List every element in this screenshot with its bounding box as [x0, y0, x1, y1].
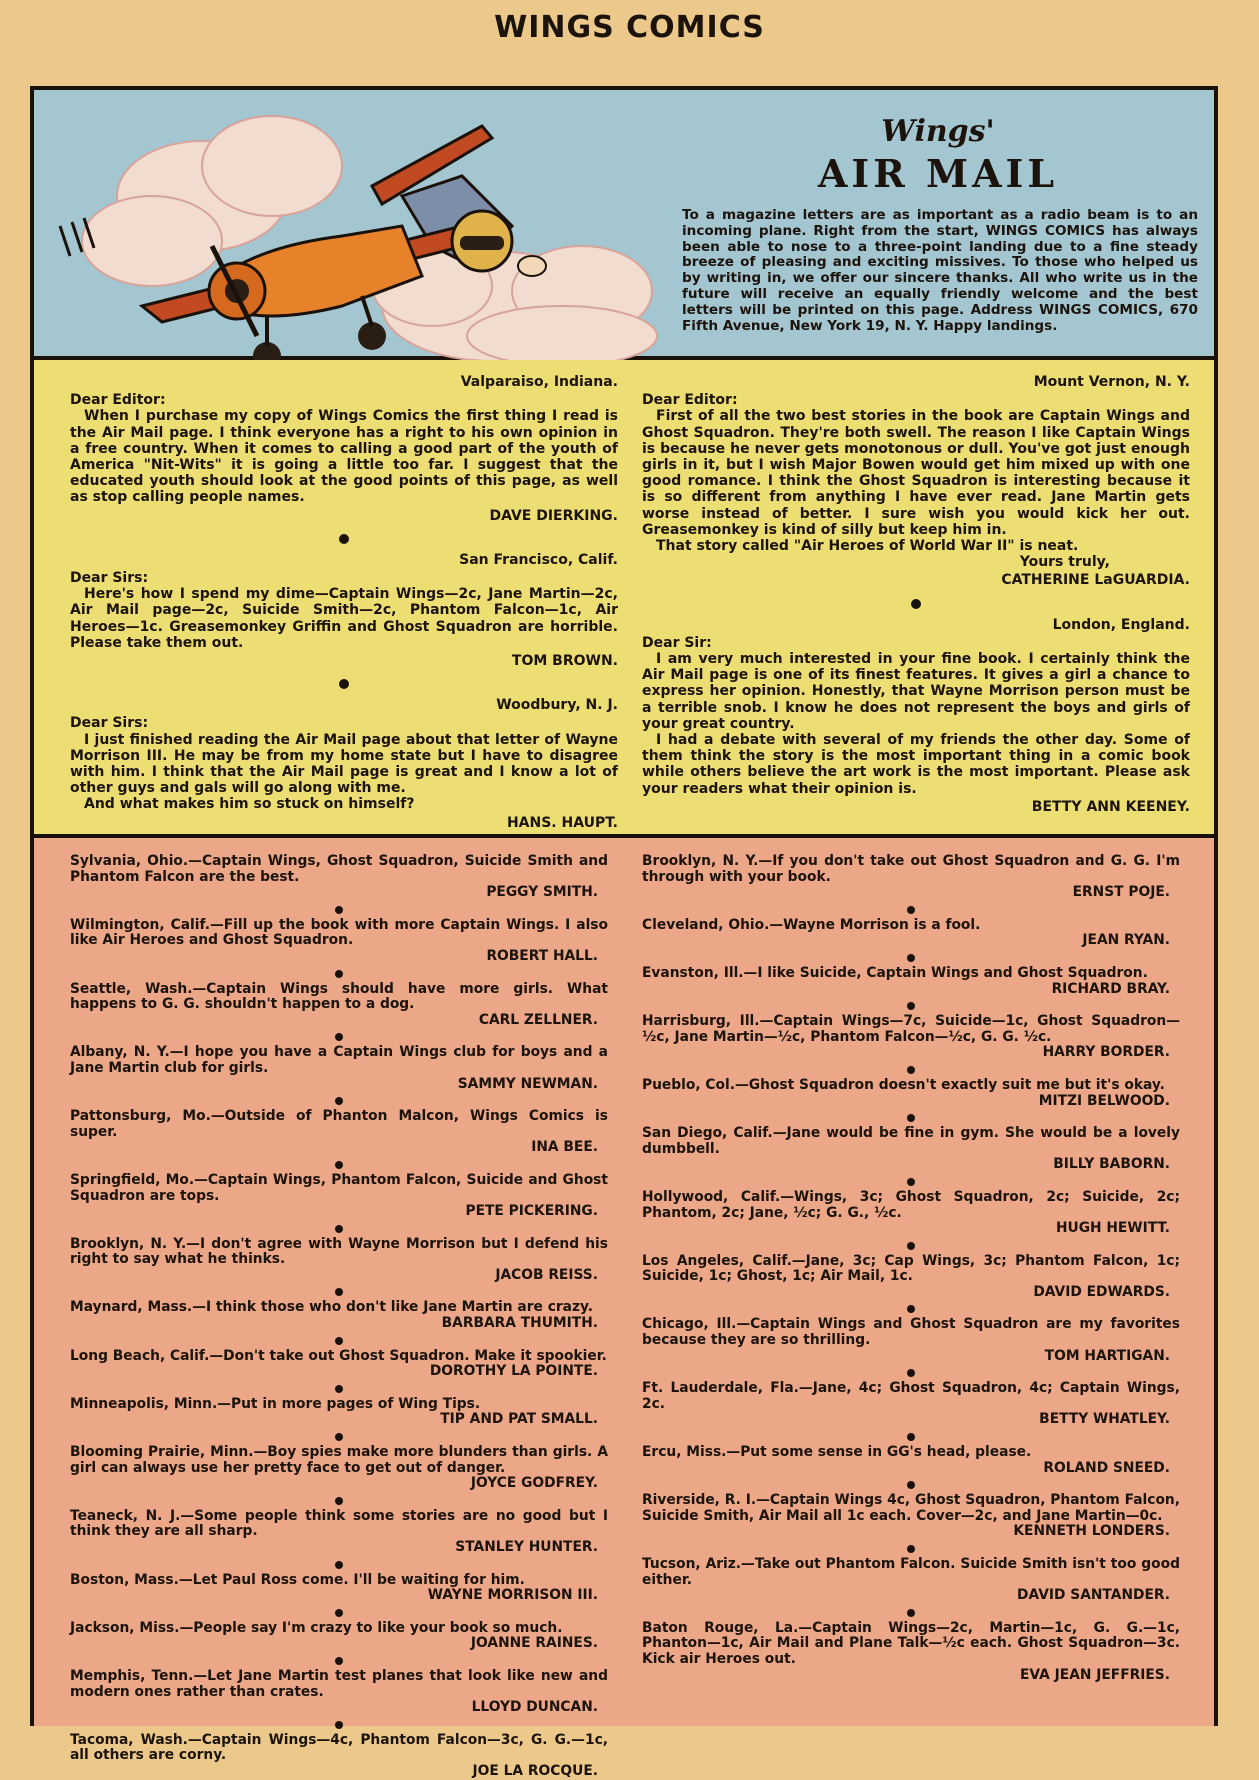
separator-dot: [335, 1433, 343, 1441]
note-signature: HARRY BORDER.: [1042, 1044, 1170, 1061]
letter-signature: TOM BROWN.: [511, 653, 618, 670]
letter-salutation: Dear Sirs:: [70, 715, 149, 732]
separator-dot: [907, 954, 915, 962]
note-signature: MITZI BELWOOD.: [1038, 1092, 1170, 1109]
letter-closing: Yours truly,: [1019, 554, 1110, 571]
separator-dot: [335, 906, 343, 914]
letter-signature: CATHERINE LaGUARDIA.: [1001, 572, 1190, 589]
page-frame: [30, 86, 1218, 1779]
separator-dot: [911, 599, 921, 609]
note-text: Minneapolis, Minn.—Put in more pages of Wing Tips.: [70, 1395, 481, 1412]
letters-left-column: [70, 374, 618, 831]
note-signature: BARBARA THUMITH.: [441, 1315, 598, 1332]
reader-note: [642, 1557, 1180, 1604]
note-text: Harrisburg, Ill.—Captain Wings—7c, Suicide—1c, Ghost Squadron—½c, Jane Martin—½c, Phantom Falcon—½c, G. G. ½c.: [642, 1013, 1180, 1045]
note-signature: BILLY BABORN.: [1053, 1156, 1170, 1173]
separator-dot: [335, 1097, 343, 1105]
letter-body: First of all the two best stories in the book are Captain Wings and Ghost Squadron. They're both swell. The reason I like Captain Wings is because he never gets monotonous or dull. You've got just enough girls in it, but I wish Major Bowen would get him mixed up with one good romance. I think the Ghost Squadron is interesting because it is so different from anything I have ever read. Jane Martin gets worse instead of better. I sure wish you would kick her out. Greasemonkey is kind of silly but keep him in.: [642, 408, 1190, 538]
note-text: Riverside, R. I.—Captain Wings 4c, Ghost Squadron, Phantom Falcon, Suicide Smith, Air Mail all 1c each. Cover—2c, and Jane Martin—0c.: [642, 1492, 1180, 1524]
letter-postscript: That story called "Air Heroes of World War II" is neat.: [656, 538, 1079, 555]
reader-note: [70, 1397, 608, 1428]
reader-note: [70, 1109, 608, 1156]
separator-dot: [907, 1305, 915, 1313]
separator-dot: [907, 1242, 915, 1250]
separator-dot: [907, 906, 915, 914]
note-signature: TOM HARTIGAN.: [1044, 1347, 1170, 1364]
note-text: San Diego, Calif.—Jane would be fine in gym. She would be a lovely dumbbell.: [642, 1125, 1180, 1157]
note-signature: RICHARD BRAY.: [1051, 980, 1170, 997]
letter-body-continued: I had a debate with several of my friends the other day. Some of them think the story is the most important thing in a comic book while others believe the art work is the most important. Please ask your readers what their opinion is.: [642, 732, 1190, 797]
letter-salutation: Dear Sir:: [642, 634, 712, 651]
note-text: Sylvania, Ohio.—Captain Wings, Ghost Squadron, Suicide Smith and Phantom Falcon are the best.: [70, 853, 608, 885]
note-signature: LLOYD DUNCAN.: [471, 1699, 598, 1716]
note-text: Pattonsburg, Mo.—Outside of Phanton Malcon, Wings Comics is super.: [70, 1108, 608, 1140]
note-signature: KENNETH LONDERS.: [1013, 1523, 1170, 1540]
reader-note: [642, 1190, 1180, 1237]
separator-dot: [335, 1609, 343, 1617]
separator-dot: [907, 1481, 915, 1489]
separator-dot: [907, 1609, 915, 1617]
note-signature: STANLEY HUNTER.: [455, 1539, 598, 1555]
header-panel: [34, 90, 1214, 360]
note-text: Pueblo, Col.—Ghost Squadron doesn't exactly suit me but it's okay.: [642, 1076, 1165, 1093]
reader-note: [642, 966, 1180, 997]
reader-note: [70, 1733, 608, 1780]
separator-dot: [907, 1066, 915, 1074]
note-signature: PETE PICKERING.: [465, 1203, 598, 1220]
separator-dot: [335, 1161, 343, 1169]
note-text: Albany, N. Y.—I hope you have a Captain Wings club for boys and a Jane Martin club for girls.: [70, 1044, 608, 1076]
separator-dot: [907, 1545, 915, 1553]
note-signature: ROLAND SNEED.: [1043, 1459, 1170, 1476]
note-text: Jackson, Miss.—People say I'm crazy to like your book so much.: [70, 1619, 563, 1636]
note-signature: DAVID SANTANDER.: [1017, 1587, 1170, 1604]
page-title: WINGS COMICS: [494, 10, 765, 45]
separator-dot: [335, 1033, 343, 1041]
separator-dot: [335, 1385, 343, 1393]
separator-dot: [907, 1114, 915, 1122]
reader-note: [70, 918, 608, 965]
reader-note: [642, 1621, 1180, 1683]
letters-right-column: [642, 374, 1190, 815]
note-text: Cleveland, Ohio.—Wayne Morrison is a fool.: [642, 916, 981, 933]
air-mail-kicker: Wings': [881, 114, 995, 149]
separator-dot: [335, 1497, 343, 1505]
notes-right-column: [642, 854, 1180, 1683]
letter-body: I just finished reading the Air Mail page about that letter of Wayne Morrison III. He may be from my home state but I have to disagree with him. I think that the Air Mail page is great and I know a lot of other guys and gals will go along with me.: [70, 731, 618, 797]
note-text: Teaneck, N. J.—Some people think some stories are no good but I think they are all sharp.: [70, 1507, 608, 1540]
note-signature: TIP AND PAT SMALL.: [440, 1411, 598, 1428]
note-signature: CARL ZELLNER.: [478, 1011, 598, 1028]
air-mail-intro-text: To a magazine letters are as important as a radio beam is to an incoming plane. Right from the start, WINGS COMICS has always been able to nose to a three-point landing due to a fine steady breeze of pleasing and exciting missives. To those who helped us by writing in, we offer our sincere thanks. All who write us in the future will receive an equally friendly welcome and the best letters will be printed on this page. Address WINGS COMICS, 670 Fifth Avenue, New York 19, N. Y. Happy landings.: [682, 207, 1198, 334]
air-mail-title: AIR MAIL: [817, 151, 1059, 196]
note-text: Ercu, Miss.—Put some sense in GG's head, please.: [642, 1444, 1032, 1461]
separator-dot: [335, 970, 343, 978]
note-text: Springfield, Mo.—Captain Wings, Phantom Falcon, Suicide and Ghost Squadron are tops.: [70, 1171, 608, 1204]
separator-dot: [335, 1288, 343, 1296]
separator-dot: [339, 679, 349, 689]
letter-body: Here's how I spend my dime—Captain Wings—2c, Jane Martin—2c, Air Mail page—2c, Suicide Smith—2c, Phantom Falcon—1c, Air Heroes—1c. Greasemonkey Griffin and Ghost Squadron are horrible. Please take them out.: [70, 586, 618, 651]
reader-note: [642, 1014, 1180, 1061]
note-text: Chicago, Ill.—Captain Wings and Ghost Squadron are my favorites because they are so thrilling.: [642, 1316, 1180, 1349]
letter: [642, 617, 1190, 815]
note-text: Evanston, Ill.—I like Suicide, Captain Wings and Ghost Squadron.: [642, 964, 1148, 981]
reader-note: [642, 854, 1180, 901]
separator-dot: [907, 1178, 915, 1186]
note-signature: PEGGY SMITH.: [486, 884, 598, 901]
note-text: Seattle, Wash.—Captain Wings should have more girls. What happens to G. G. shouldn't happen to a dog.: [70, 980, 608, 1013]
note-signature: SAMMY NEWMAN.: [457, 1075, 598, 1092]
reader-note: [70, 854, 608, 901]
note-text: Brooklyn, N. Y.—If you don't take out Ghost Squadron and G. G. I'm through with your book.: [642, 853, 1180, 885]
note-signature: JEAN RYAN.: [1082, 932, 1170, 949]
separator-dot: [339, 534, 349, 544]
letter-location: Woodbury, N. J.: [496, 697, 618, 714]
reader-notes-panel: [34, 838, 1214, 1779]
note-signature: ROBERT HALL.: [486, 947, 598, 964]
letter-postscript: And what makes him so stuck on himself?: [84, 796, 415, 813]
reader-note: [642, 1381, 1180, 1428]
reader-note: [70, 1573, 608, 1604]
separator-dot: [907, 1433, 915, 1441]
note-signature: JOE LA ROCQUE.: [472, 1762, 598, 1779]
separator-dot: [335, 1337, 343, 1345]
note-text: Brooklyn, N. Y.—I don't agree with Wayne Morrison but I defend his right to say what he thinks.: [70, 1235, 608, 1268]
letter-salutation: Dear Sirs:: [70, 570, 149, 587]
reader-note: [642, 1445, 1180, 1476]
reader-note: [642, 1317, 1180, 1364]
note-signature: JOYCE GODFREY.: [470, 1475, 598, 1492]
note-text: Boston, Mass.—Let Paul Ross come. I'll be waiting for him.: [70, 1571, 525, 1588]
reader-note: [70, 1509, 608, 1556]
reader-note: [642, 1254, 1180, 1301]
notes-left-column: [70, 854, 608, 1780]
reader-note: [70, 1669, 608, 1716]
note-text: Baton Rouge, La.—Captain Wings—2c, Martin—1c, G. G.—1c, Phanton—1c, Air Mail and Plane Talk—½c each. Ghost Squadron—3c. Kick air Heroes out.: [642, 1619, 1180, 1667]
letter: [70, 697, 618, 831]
note-text: Tucson, Ariz.—Take out Phantom Falcon. Suicide Smith isn't too good either.: [642, 1556, 1180, 1588]
note-signature: BETTY WHATLEY.: [1039, 1411, 1170, 1428]
airplane-illustration: [42, 76, 682, 358]
letters-panel: [34, 360, 1214, 838]
note-signature: EVA JEAN JEFFRIES.: [1019, 1666, 1170, 1683]
letter-signature: HANS. HAUPT.: [506, 814, 618, 831]
note-signature: DOROTHY LA POINTE.: [429, 1363, 598, 1380]
letter-location: San Francisco, Calif.: [459, 551, 618, 568]
letter: [642, 374, 1190, 589]
note-text: Blooming Prairie, Minn.—Boy spies make more blunders than girls. A girl can always use her pretty face to get out of danger.: [70, 1444, 608, 1476]
note-text: Tacoma, Wash.—Captain Wings—4c, Phantom Falcon—3c, G. G.—1c, all others are corny.: [70, 1731, 608, 1764]
reader-note: [642, 1493, 1180, 1540]
letter-location: London, England.: [1052, 616, 1190, 633]
letter-body: I am very much interested in your fine book. I certainly think the Air Mail page is one of its finest features. It gives a girl a chance to express her opinion. Honestly, that Wayne Morrison person must be a terrible snob. I know he does not represent the boys and girls of your great country.: [642, 651, 1190, 732]
note-text: Long Beach, Calif.—Don't take out Ghost Squadron. Make it spookier.: [70, 1347, 607, 1364]
note-signature: JACOB REISS.: [495, 1266, 598, 1283]
note-signature: ERNST POJE.: [1072, 884, 1170, 901]
note-signature: DAVID EDWARDS.: [1033, 1283, 1170, 1300]
note-text: Wilmington, Calif.—Fill up the book with more Captain Wings. I also like Air Heroes and Ghost Squadron.: [70, 916, 608, 949]
note-signature: WAYNE MORRISON III.: [427, 1587, 598, 1604]
reader-note: [70, 1621, 608, 1652]
reader-note: [70, 982, 608, 1029]
separator-dot: [335, 1561, 343, 1569]
letter: [70, 374, 618, 524]
reader-note: [70, 1300, 608, 1331]
note-text: Maynard, Mass.—I think those who don't like Jane Martin are crazy.: [70, 1299, 593, 1316]
air-mail-intro: [674, 100, 1202, 344]
reader-note: [70, 1045, 608, 1092]
letter-signature: DAVE DIERKING.: [489, 507, 618, 524]
note-text: Ft. Lauderdale, Fla.—Jane, 4c; Ghost Squadron, 4c; Captain Wings, 2c.: [642, 1380, 1180, 1412]
letter-location: Mount Vernon, N. Y.: [1033, 374, 1190, 390]
separator-dot: [335, 1225, 343, 1233]
reader-note: [70, 1445, 608, 1492]
reader-note: [642, 1078, 1180, 1109]
note-text: Los Angeles, Calif.—Jane, 3c; Cap Wings, 3c; Phantom Falcon, 1c; Suicide, 1c; Ghost, 1c; Air Mail, 1c.: [642, 1252, 1180, 1285]
letter-salutation: Dear Editor:: [642, 392, 738, 409]
letter-salutation: Dear Editor:: [70, 392, 166, 409]
note-signature: HUGH HEWITT.: [1055, 1220, 1170, 1237]
separator-dot: [335, 1721, 343, 1729]
separator-dot: [907, 1369, 915, 1377]
letter: [70, 552, 618, 669]
letter-location: Valparaiso, Indiana.: [460, 374, 618, 390]
reader-note: [642, 918, 1180, 949]
reader-note: [70, 1237, 608, 1284]
note-text: Hollywood, Calif.—Wings, 3c; Ghost Squadron, 2c; Suicide, 2c; Phantom, 2c; Jane, ½c; G. G., ½c.: [642, 1188, 1180, 1221]
letter-body: When I purchase my copy of Wings Comics the first thing I read is the Air Mail page. I think everyone has a right to his own opinion in a free country. When it comes to calling a good part of the youth of America "Nit-Wits" it is going a little too far. I suggest that the educated youth should look at the good points of this page, as well as stop calling people names.: [70, 408, 618, 506]
separator-dot: [907, 1002, 915, 1010]
separator-dot: [335, 1657, 343, 1665]
note-text: Memphis, Tenn.—Let Jane Martin test planes that look like new and modern ones rather than crates.: [70, 1667, 608, 1700]
reader-note: [642, 1126, 1180, 1173]
note-signature: INA BEE.: [531, 1139, 598, 1156]
reader-note: [70, 1349, 608, 1380]
reader-note: [70, 1173, 608, 1220]
note-signature: JOANNE RAINES.: [470, 1635, 598, 1652]
letter-signature: BETTY ANN KEENEY.: [1031, 798, 1190, 815]
